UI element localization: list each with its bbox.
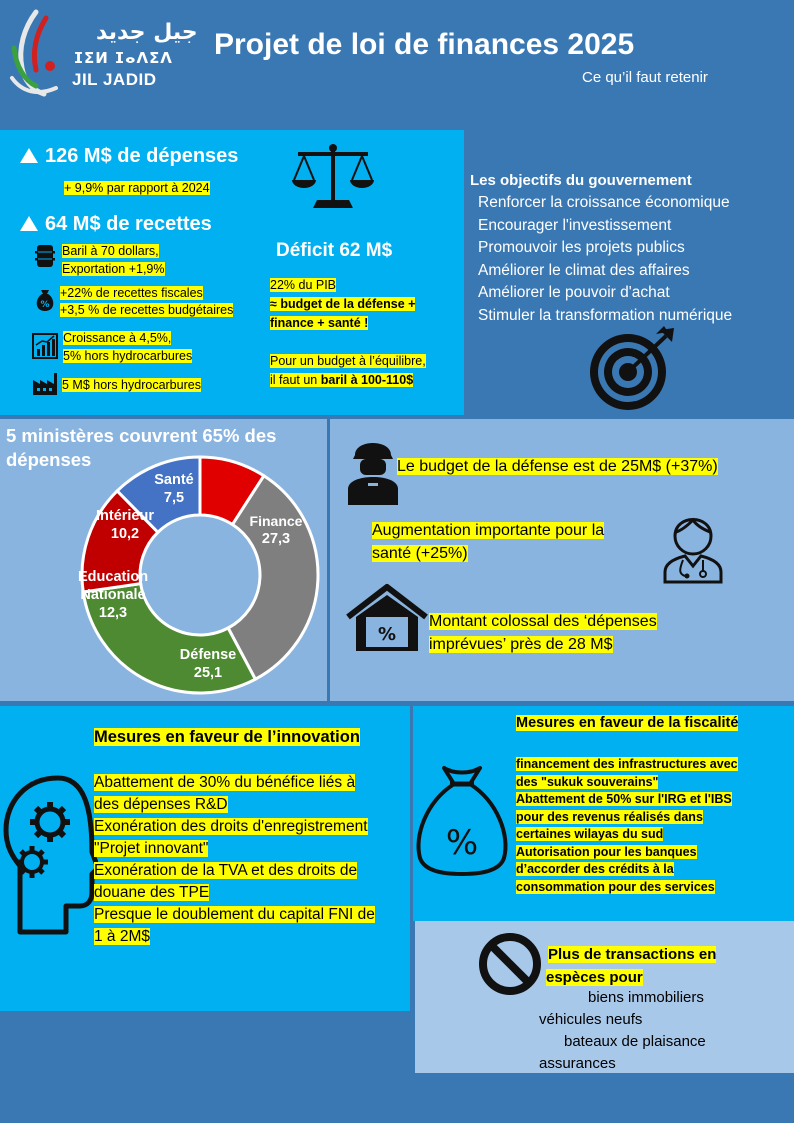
innovation-line: Exonération des droits d'enregistrement xyxy=(94,818,368,835)
head-gears-icon xyxy=(0,772,98,940)
balance-scale-icon xyxy=(290,140,376,210)
logo-arabic-text: جيل جديد xyxy=(96,20,198,45)
header xyxy=(0,0,794,110)
defense-highlight xyxy=(397,455,718,478)
cash-item: véhicules neufs xyxy=(539,1011,643,1028)
revenue-row-text: Croissance à 4,5%, xyxy=(63,331,172,345)
donut-value-label: 7,5 xyxy=(163,490,185,506)
objective-item: Promouvoir les projets publics xyxy=(478,239,685,256)
innovation-line: des dépenses R&D xyxy=(94,796,228,813)
donut-value-label: 10,2 xyxy=(110,526,140,542)
deficit-details xyxy=(270,276,415,333)
donut-label-finance xyxy=(238,512,314,548)
donut-value-label: 12,3 xyxy=(98,605,128,621)
donut-category-label: Intérieur xyxy=(95,508,154,524)
deficit-pib-text: 22% du PIB xyxy=(270,278,337,292)
innovation-line: Abattement de 30% du bénéfice liés à xyxy=(94,774,356,791)
soldier-icon xyxy=(346,431,400,505)
revenue-row-text: +22% de recettes fiscales xyxy=(60,286,203,300)
donut-category-label: Finance xyxy=(249,513,303,529)
innovation-line: douane des TPE xyxy=(94,884,210,901)
logo-tifinagh-text: ⵊⵉⵍ ⵊⴰⴷⵉⴷ xyxy=(74,49,173,67)
objective-item: Encourager l'investissement xyxy=(478,216,672,234)
objectives-title: Les objectifs du gouvernement xyxy=(470,172,692,189)
equilibre-text: il faut un xyxy=(270,373,321,387)
fiscalite-title-text: Mesures en faveur de la fiscalité xyxy=(516,715,739,731)
innovation-line: Presque le doublement du capital FNI de xyxy=(94,906,375,923)
sante-highlight-text: santé (+25%) xyxy=(372,545,468,563)
growth-chart-icon xyxy=(32,333,58,359)
factory-icon xyxy=(32,370,58,396)
innovation-line: "Projet innovant" xyxy=(94,840,209,857)
doctor-icon xyxy=(663,510,723,584)
imprevues-highlight xyxy=(429,610,657,656)
fiscalite-line: financement des infrastructures avec xyxy=(516,757,738,771)
house-percent-icon xyxy=(344,583,430,653)
innovation-line: Exonération de la TVA et des droits de xyxy=(94,862,358,879)
deficit-equivalence-text: finance + santé ! xyxy=(270,316,369,330)
revenue-row-text: 5 M$ hors hydrocarbures xyxy=(62,378,201,392)
deficit-stat: Déficit 62 M$ xyxy=(276,240,393,261)
revenue-row-text: 5% hors hydrocarbures xyxy=(63,349,193,363)
cash-title-text: Plus de transactions en xyxy=(548,946,717,963)
prohibited-icon xyxy=(478,932,542,996)
equilibre-text: Pour un budget à l’équilibre, xyxy=(270,354,426,368)
jil-jadid-logo-icon xyxy=(6,8,64,100)
revenue-row-fiscal xyxy=(60,285,233,319)
money-bag-icon xyxy=(32,287,58,313)
donut-category-label: Education Nationale xyxy=(78,569,149,603)
svg-text:%: % xyxy=(40,300,50,310)
innovation-title-text: Mesures en faveur de l’innovation xyxy=(94,728,360,746)
depenses-note xyxy=(64,180,210,197)
depenses-label: 126 M$ de dépenses xyxy=(45,145,239,167)
equilibre-barrel-text: baril à 100-110$ xyxy=(320,373,414,387)
sante-highlight-text: Augmentation importante pour la xyxy=(372,522,605,539)
oil-barrel-icon xyxy=(32,243,58,269)
ministries-title: 5 ministères couvrent 65% des dépenses xyxy=(6,425,277,470)
sante-highlight xyxy=(372,519,604,565)
revenue-row-text: +3,5 % de recettes budgétaires xyxy=(60,303,234,317)
money-bag-percent-icon xyxy=(410,762,514,878)
donut-category-label: Santé xyxy=(154,472,194,488)
cash-title xyxy=(548,943,716,989)
revenue-row-text: Baril à 70 dollars, xyxy=(62,244,159,258)
logo-latin-text: JIL JADID xyxy=(72,70,157,89)
objective-item: Renforcer la croissance économique xyxy=(478,194,730,211)
equilibre-details xyxy=(270,352,426,390)
page-title: Projet de loi de finances 2025 xyxy=(214,28,635,61)
objective-item: Améliorer le climat des affaires xyxy=(478,261,690,279)
donut-value-label: 25,1 xyxy=(193,665,223,681)
donut-label-defense xyxy=(168,646,248,682)
page-subtitle: Ce qu’il faut retenir xyxy=(582,69,708,86)
revenue-row-factory xyxy=(62,377,201,394)
svg-text:%: % xyxy=(445,823,479,863)
cash-item: biens immobiliers xyxy=(588,989,704,1006)
cash-title-text: espèces pour xyxy=(546,969,643,986)
fiscalite-measures xyxy=(516,756,780,896)
fiscalite-line: certaines wilayas du sud xyxy=(516,827,664,841)
target-icon xyxy=(588,326,678,414)
revenue-row-growth xyxy=(63,329,192,365)
fiscalite-line: Autorisation pour les banques xyxy=(516,844,697,859)
donut-label-sante xyxy=(146,471,202,507)
objective-item: Améliorer le pouvoir d'achat xyxy=(478,284,670,301)
svg-text:%: % xyxy=(377,624,397,645)
innovation-measures xyxy=(94,772,375,948)
donut-label-interieur xyxy=(86,507,164,543)
imprevues-highlight-text: Montant colossal des ‘dépenses xyxy=(429,613,657,630)
defense-highlight-text: Le budget de la défense est de 25M$ (+37%) xyxy=(397,458,718,475)
depenses-note-text: + 9,9% par rapport à 2024 xyxy=(64,181,210,195)
innovation-line: 1 à 2M$ xyxy=(94,928,151,945)
recettes-label: 64 M$ de recettes xyxy=(45,213,212,235)
triangle-up-icon xyxy=(20,216,38,231)
fiscalite-line: Abattement de 50% sur l'IRG et l'IBS xyxy=(516,792,732,806)
fiscalite-line: des "sukuk souverains" xyxy=(516,774,659,789)
donut-category-label: Défense xyxy=(179,647,237,663)
revenue-row-text: Exportation +1,9% xyxy=(62,262,165,276)
revenue-row-barrel xyxy=(62,242,165,278)
recettes-stat xyxy=(20,213,212,236)
innovation-title xyxy=(94,726,360,748)
fiscalite-line: consommation pour des services xyxy=(516,879,715,894)
triangle-up-icon xyxy=(20,148,38,163)
objective-item: Stimuler la transformation numérique xyxy=(478,306,733,324)
donut-label-education xyxy=(64,568,162,622)
cash-item: bateaux de plaisance xyxy=(564,1033,706,1050)
depenses-stat xyxy=(20,145,238,168)
fiscalite-line: pour des revenus réalisés dans xyxy=(516,809,703,824)
objectives-list xyxy=(470,172,732,327)
imprevues-highlight-text: imprévues’ près de 28 M$ xyxy=(429,636,613,654)
deficit-equivalence-text: ≈ budget de la défense + xyxy=(270,297,416,311)
fiscalite-title xyxy=(516,714,738,734)
cash-item: assurances xyxy=(539,1055,616,1072)
donut-value-label: 27,3 xyxy=(261,531,291,547)
fiscalite-line: d’accorder des crédits à la xyxy=(516,862,674,876)
